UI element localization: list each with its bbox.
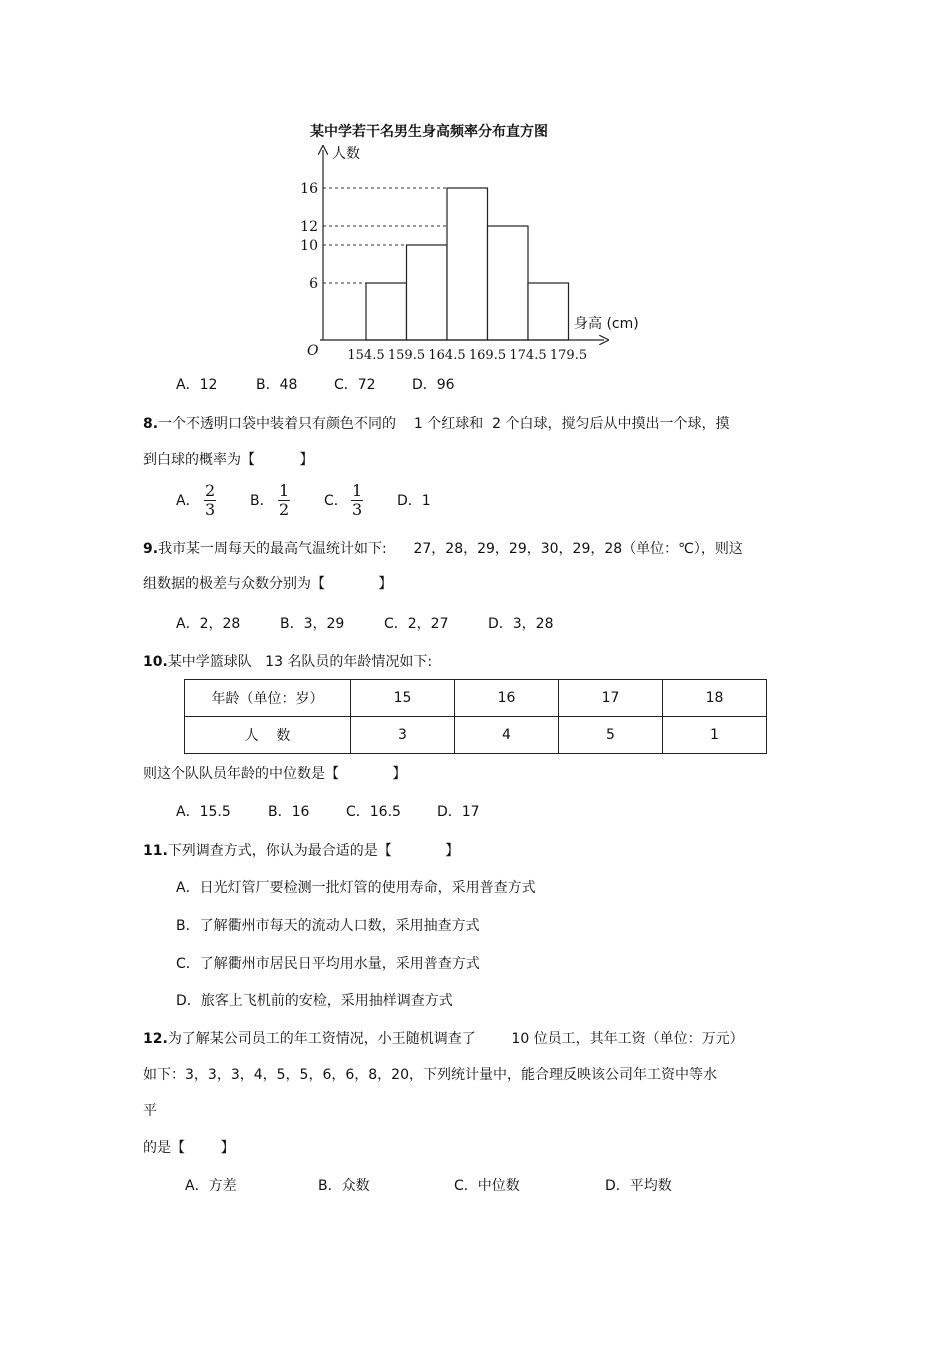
- q8-option-a-label[interactable]: A．: [176, 493, 200, 509]
- q9-stem-line1: [143, 540, 743, 558]
- histogram-bar: [447, 188, 488, 340]
- q8-option-d[interactable]: D．1: [397, 493, 431, 509]
- q9-option-c[interactable]: C．2，27: [384, 616, 449, 632]
- q9-text: 我市某一周每天的最高气温统计如下: 27，28，29，29，30，29，28（单位：℃），则这: [158, 541, 743, 557]
- q7-option-a[interactable]: A．12: [176, 377, 218, 393]
- q9-option-d[interactable]: D．3，28: [488, 616, 554, 632]
- q7-option-c[interactable]: C．72: [334, 377, 376, 393]
- x-tick-label: 159.5: [387, 348, 426, 363]
- histogram-bar: [488, 226, 529, 340]
- q10-number: 10.: [143, 654, 168, 670]
- q8-option-a-numerator: 2: [205, 481, 216, 500]
- y-tick-label: 6: [309, 276, 318, 292]
- q8-stem-line1: [143, 415, 729, 433]
- q9-number: 9.: [143, 541, 159, 557]
- y-tick-label: 12: [300, 219, 318, 235]
- q11-option-d[interactable]: D．旅客上飞机前的安检，采用抽样调查方式: [176, 993, 453, 1009]
- q8-text: 一个不透明口袋中装着只有颜色不同的 1 个红球和 2 个白球，搅匀后从中摸出一个球，摸: [158, 416, 730, 432]
- q12-stem-line1: [143, 1030, 744, 1048]
- histogram-bar: [407, 245, 448, 340]
- q7-option-d[interactable]: D．96: [412, 377, 455, 393]
- q11-option-a[interactable]: A．日光灯管厂要检测一批灯管的使用寿命，采用普查方式: [176, 880, 536, 896]
- q8-stem-line2: 到白球的概率为【 】: [143, 452, 314, 468]
- q12-stem-line4: 的是【 】: [143, 1140, 235, 1156]
- q10-option-b[interactable]: B．16: [268, 804, 310, 820]
- table-header-cell: 16: [455, 680, 559, 717]
- q8-option-c-numerator: 1: [352, 481, 363, 500]
- q12-number: 12.: [143, 1031, 168, 1047]
- chart-title: 某中学若干名男生身高频率分布直方图: [310, 124, 548, 140]
- q8-option-b-fraction: [278, 482, 290, 519]
- q12-stem-line3: 平: [143, 1103, 157, 1119]
- q11-option-c[interactable]: C．了解衢州市居民日平均用水量，采用普查方式: [176, 956, 480, 972]
- y-axis-label: 人数: [332, 146, 360, 162]
- table-cell: 3: [351, 717, 455, 754]
- q12-stem-line2: 如下：3，3，3，4，5，5，6，6，8，20，下列统计量中，能合理反映该公司年工资中等水: [143, 1067, 717, 1083]
- q10-stem-line2: 则这个队队员年龄的中位数是【 】: [143, 766, 407, 782]
- q11-option-b[interactable]: B．了解衢州市每天的流动人口数，采用抽查方式: [176, 918, 480, 934]
- height-histogram: [0, 0, 950, 370]
- q8-option-a-fraction: [204, 482, 216, 519]
- q8-number: 8.: [143, 416, 159, 432]
- q12-option-d[interactable]: D．平均数: [605, 1178, 672, 1194]
- histogram-bar: [366, 283, 407, 340]
- y-tick-label: 16: [300, 181, 318, 197]
- q8-option-c-fraction: [351, 482, 363, 519]
- q11-stem-line1: [143, 842, 459, 860]
- q10-option-d[interactable]: D．17: [437, 804, 480, 820]
- q10-text: 某中学篮球队 13 名队员的年龄情况如下:: [167, 654, 433, 670]
- q9-option-b[interactable]: B．3，29: [280, 616, 345, 632]
- table-cell: 4: [455, 717, 559, 754]
- x-tick-label: 164.5: [428, 348, 466, 363]
- x-tick-label: 169.5: [468, 348, 507, 363]
- histogram-bar: [528, 283, 569, 340]
- q8-option-b-denominator: 2: [279, 500, 290, 519]
- table-header-cell: 年龄（单位：岁）: [185, 680, 351, 717]
- q8-option-b-label[interactable]: B．: [250, 493, 274, 509]
- q11-number: 11.: [143, 843, 168, 859]
- y-tick-label: 10: [300, 238, 318, 254]
- table-row: [185, 717, 767, 754]
- table-cell: 1: [663, 717, 767, 754]
- table-cell: 人 数: [185, 717, 351, 754]
- table-header-cell: 18: [663, 680, 767, 717]
- age-table: [184, 679, 767, 754]
- q8-option-c-denominator: 3: [352, 500, 363, 519]
- table-header-cell: 17: [559, 680, 663, 717]
- q8-option-a-denominator: 3: [205, 500, 216, 519]
- q9-stem-line2: 组数据的极差与众数分别为【 】: [143, 576, 393, 592]
- q10-stem-line1: [143, 653, 432, 671]
- q9-option-a[interactable]: A．2，28: [176, 616, 241, 632]
- origin-label: O: [307, 343, 319, 359]
- q7-option-b[interactable]: B．48: [256, 377, 298, 393]
- table-row: [185, 680, 767, 717]
- x-tick-label: 154.5: [347, 348, 385, 363]
- q12-option-a[interactable]: A．方差: [185, 1178, 237, 1194]
- q10-option-c[interactable]: C．16.5: [346, 804, 401, 820]
- q8-option-b-numerator: 1: [279, 481, 290, 500]
- q12-text: 为了解某公司员工的年工资情况，小王随机调查了 10 位员工，其年工资（单位：万元）: [167, 1031, 744, 1047]
- table-header-cell: 15: [351, 680, 455, 717]
- x-tick-label: 174.5: [509, 348, 547, 363]
- x-axis-label: 身高 (cm): [574, 316, 639, 332]
- q11-text: 下列调查方式，你认为最合适的是【 】: [167, 843, 460, 859]
- x-tick-label: 179.5: [549, 348, 588, 363]
- q12-option-c[interactable]: C．中位数: [454, 1178, 520, 1194]
- q8-option-c-label[interactable]: C．: [324, 493, 348, 509]
- q12-option-b[interactable]: B．众数: [318, 1178, 370, 1194]
- table-cell: 5: [559, 717, 663, 754]
- q10-option-a[interactable]: A．15.5: [176, 804, 231, 820]
